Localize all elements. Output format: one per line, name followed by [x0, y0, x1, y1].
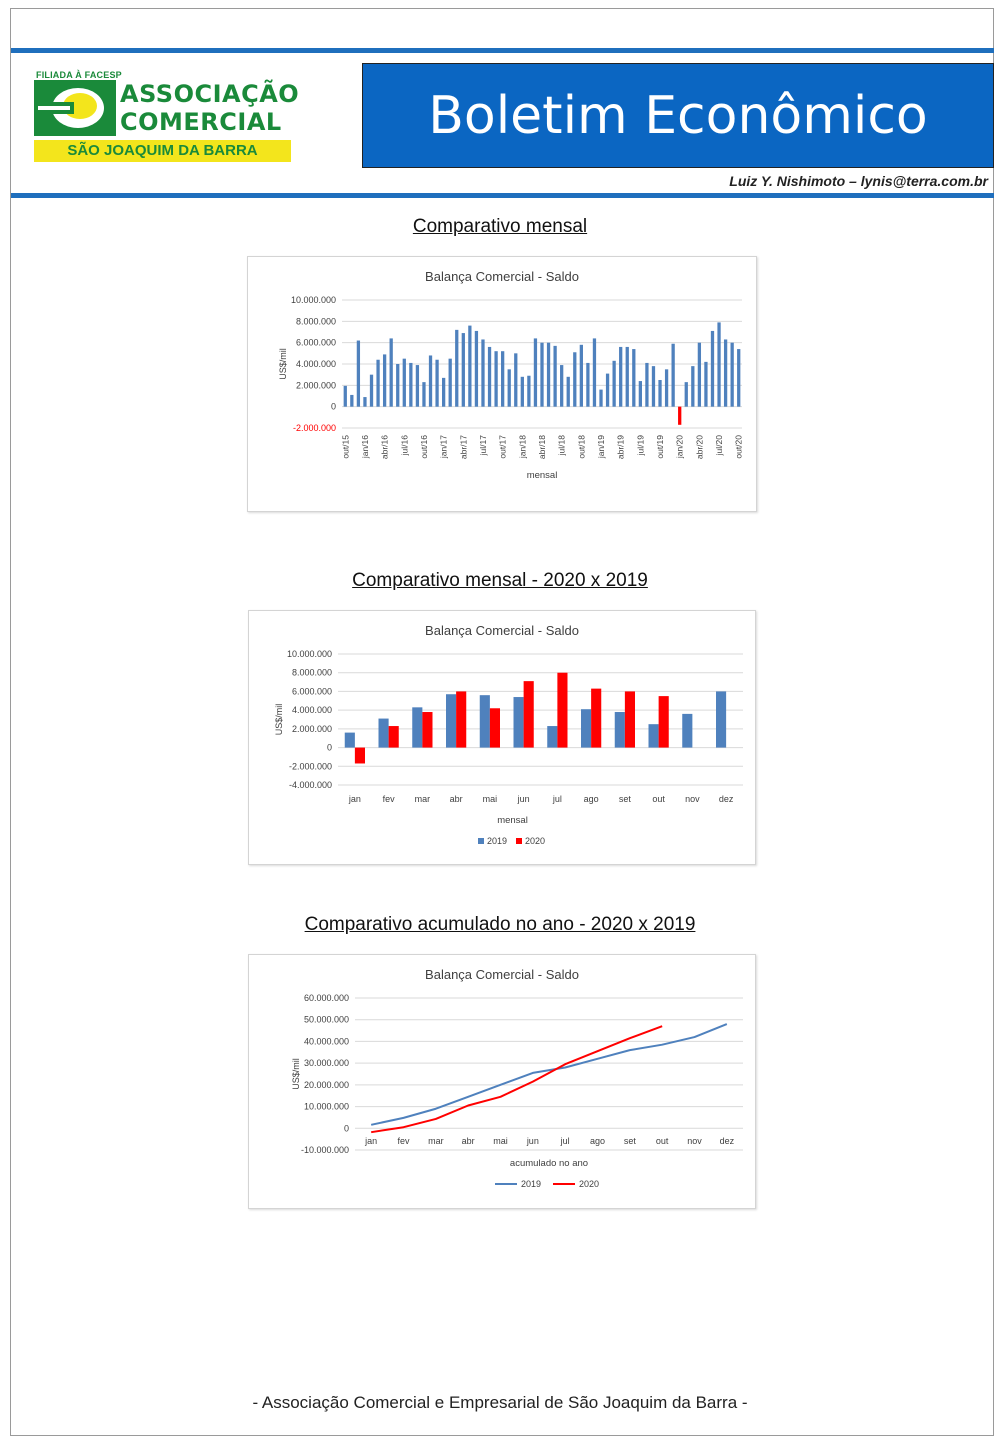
x-tick-label: jan [365, 1136, 378, 1146]
x-tick-label: jan [348, 794, 361, 804]
bar [632, 349, 635, 407]
y-tick-label: 50.000.000 [303, 1014, 349, 1025]
bar [462, 333, 465, 407]
bar [350, 395, 353, 407]
bar-2019 [682, 714, 692, 748]
bar [698, 343, 701, 407]
logo-line2: COMERCIAL [120, 108, 282, 136]
bar-2020 [625, 691, 635, 747]
bar [475, 331, 478, 407]
chart-monthly-compare [248, 610, 756, 865]
bar [724, 339, 727, 406]
x-tick-label: out [655, 1136, 669, 1146]
y-axis-label: US$/mil [278, 348, 288, 380]
y-tick-label: -4.000.000 [288, 780, 332, 790]
x-tick-label: mai [482, 794, 498, 804]
x-tick-label: out/17 [497, 435, 508, 459]
y-tick-label: 6.000.000 [291, 686, 332, 697]
chart-title: Balança Comercial - Saldo [425, 623, 579, 638]
y-tick-label: 8.000.000 [295, 316, 336, 327]
bar-2019 [581, 709, 591, 747]
x-tick-label: abr/18 [537, 435, 547, 460]
bar [737, 349, 740, 407]
bar [672, 344, 675, 407]
y-tick-label: 20.000.000 [303, 1079, 349, 1090]
bar [685, 382, 688, 407]
logo-city: SÃO JOAQUIM DA BARRA [34, 140, 291, 162]
legend-label: 2020 [525, 836, 546, 846]
bar [691, 366, 694, 407]
bar-2020 [389, 726, 399, 748]
x-tick-label: jan/20 [674, 435, 685, 459]
bar-2020 [659, 696, 669, 747]
x-tick-label: out/19 [655, 435, 666, 459]
x-tick-label: jan/18 [517, 435, 528, 459]
bar-2020 [557, 673, 567, 748]
header-rule-bottom [11, 193, 994, 198]
x-tick-label: mar [414, 794, 431, 804]
chart-monthly-svg [248, 257, 756, 511]
bar [403, 359, 406, 407]
section-title-monthly-compare: Comparativo mensal - 2020 x 2019 [352, 570, 648, 591]
legend-label: 2019 [487, 836, 508, 846]
x-axis-label: mensal [526, 470, 558, 481]
bar [639, 381, 642, 407]
y-tick-label: 6.000.000 [295, 337, 336, 348]
x-tick-label: out [652, 794, 665, 804]
bar [586, 363, 589, 407]
x-tick-label: jul/18 [556, 435, 567, 456]
x-tick-label: jul/19 [635, 435, 646, 456]
bar [449, 359, 452, 407]
y-tick-label: -2.000.000 [292, 423, 336, 433]
bar-2019 [547, 726, 557, 748]
bar [678, 407, 681, 425]
bar [652, 366, 655, 407]
series-line-2019 [371, 1024, 727, 1125]
x-tick-label: abr [449, 794, 463, 804]
x-tick-label: ago [589, 1136, 606, 1146]
bar [658, 380, 661, 407]
x-tick-label: jun [526, 1136, 539, 1146]
bar-2019 [514, 697, 524, 748]
legend-swatch-2020 [516, 838, 522, 844]
bar-2019 [379, 719, 389, 748]
y-tick-label: 2.000.000 [291, 723, 332, 734]
x-axis-label: acumulado no ano [509, 1158, 589, 1169]
bar-2019 [649, 724, 659, 747]
legend-label: 2019 [521, 1179, 542, 1189]
bar [540, 343, 543, 407]
chart-title: Balança Comercial - Saldo [425, 967, 579, 982]
bar-2019 [480, 695, 490, 747]
bar-2020 [524, 681, 534, 747]
footer: - Associação Comercial e Empresarial de São Joaquim da Barra - [252, 1393, 748, 1412]
bar [422, 382, 425, 407]
y-tick-label: 0 [326, 742, 332, 753]
bar [711, 331, 714, 407]
bar [390, 338, 393, 406]
bar [606, 374, 609, 407]
bar [481, 339, 484, 406]
bar-2019 [716, 691, 726, 747]
x-tick-label: fev [397, 1136, 410, 1146]
bar [416, 365, 419, 407]
x-tick-label: abr/16 [379, 435, 390, 460]
bar [508, 369, 511, 406]
bar-2019 [615, 712, 625, 748]
bar [521, 377, 524, 407]
x-tick-label: nov [687, 1136, 702, 1146]
x-tick-label: jun [517, 794, 530, 804]
bar [501, 351, 504, 406]
x-tick-label: fev [382, 794, 395, 804]
x-tick-label: mai [493, 1136, 508, 1146]
bar [560, 365, 563, 407]
bar [567, 377, 570, 407]
y-tick-label: 60.000.000 [303, 993, 349, 1003]
bar [357, 341, 360, 407]
bar [573, 352, 576, 406]
bar [383, 354, 386, 406]
bar [534, 338, 537, 406]
x-tick-label: dez [719, 1136, 735, 1146]
bar-2020 [490, 708, 500, 747]
chart-monthly [247, 256, 757, 512]
x-tick-label: jan/17 [438, 435, 449, 459]
bar [704, 362, 707, 407]
legend-label: 2020 [579, 1179, 600, 1189]
bar [665, 369, 668, 406]
bar [731, 343, 734, 407]
x-tick-label: jan/16 [359, 435, 370, 459]
x-tick-label: out/16 [418, 435, 429, 459]
bar [626, 347, 629, 407]
bar [593, 338, 596, 406]
bar [514, 353, 517, 406]
x-tick-label: jan/19 [596, 435, 607, 459]
author-credit: Luiz Y. Nishimoto – lynis@terra.com.br [729, 173, 988, 189]
x-tick-label: abr/19 [615, 435, 626, 460]
y-tick-label: 0 [343, 1123, 349, 1134]
x-tick-label: set [623, 1136, 636, 1146]
x-tick-label: out/15 [340, 435, 351, 459]
bar [363, 397, 366, 407]
x-axis-label: mensal [497, 815, 528, 826]
bar [599, 390, 602, 407]
bar-2020 [422, 712, 432, 748]
bar-2020 [355, 748, 365, 764]
logo-line1: ASSOCIAÇÃO [120, 80, 300, 108]
chart-title: Balança Comercial - Saldo [425, 269, 579, 284]
bar [527, 376, 530, 407]
section-title-monthly: Comparativo mensal [412, 216, 588, 237]
logo-filiada-text: FILIADA À FACESP [36, 70, 122, 80]
bar [619, 347, 622, 407]
page-title: Boletim Econômico [362, 63, 994, 168]
y-tick-label: 10.000.000 [286, 649, 332, 659]
x-tick-label: abr/17 [458, 435, 469, 460]
logo-emblem-icon [34, 80, 116, 136]
x-tick-label: set [618, 794, 631, 804]
y-tick-label: -10.000.000 [300, 1145, 349, 1155]
y-tick-label: 8.000.000 [291, 667, 332, 678]
y-axis-label: US$/mil [291, 1058, 301, 1090]
bar-2019 [345, 733, 355, 748]
x-tick-label: out/18 [576, 435, 587, 459]
y-tick-label: -2.000.000 [288, 761, 332, 772]
y-tick-label: 40.000.000 [303, 1036, 349, 1047]
section-title-accumulated: Comparativo acumulado no ano - 2020 x 2019 [304, 914, 696, 935]
bar [488, 347, 491, 407]
bar [429, 355, 432, 406]
x-tick-label: abr/20 [694, 435, 705, 460]
legend-swatch-2019 [478, 838, 484, 844]
y-tick-label: 0 [330, 401, 336, 412]
x-tick-label: jul [560, 1136, 570, 1146]
bar [370, 375, 373, 407]
x-tick-label: jul/17 [477, 435, 488, 456]
bar [396, 364, 399, 407]
y-tick-label: 10.000.000 [303, 1101, 349, 1112]
chart-accumulated [248, 954, 756, 1209]
x-tick-label: out/20 [733, 435, 744, 459]
bar [442, 378, 445, 407]
bar [494, 351, 497, 406]
y-tick-label: 30.000.000 [303, 1058, 349, 1069]
y-tick-label: 4.000.000 [295, 359, 336, 369]
bar-2020 [591, 689, 601, 748]
bar-2020 [456, 691, 466, 747]
x-tick-label: ago [583, 794, 599, 804]
y-tick-label: 10.000.000 [290, 295, 336, 305]
bar [468, 326, 471, 407]
bar [455, 330, 458, 407]
header-rule-top [11, 48, 994, 53]
bar [409, 363, 412, 407]
x-tick-label: nov [685, 794, 700, 804]
bar [376, 360, 379, 407]
x-tick-label: abr [461, 1136, 475, 1146]
x-tick-label: jul [552, 794, 562, 804]
bar [612, 361, 615, 407]
bar-2019 [412, 707, 422, 747]
bar [580, 345, 583, 407]
y-tick-label: 4.000.000 [291, 705, 332, 716]
bar [547, 343, 550, 407]
bar-2019 [446, 694, 456, 747]
bar [344, 386, 347, 407]
x-tick-label: jul/20 [714, 435, 725, 456]
bar [717, 322, 720, 406]
bar [645, 363, 648, 407]
bar [553, 346, 556, 407]
x-tick-label: dez [718, 794, 734, 804]
x-tick-label: mar [428, 1136, 444, 1146]
y-axis-label: US$/mil [274, 703, 284, 736]
x-tick-label: jul/16 [399, 435, 410, 456]
chart-accumulated-svg [249, 955, 755, 1208]
bar [435, 360, 438, 407]
chart-monthly-compare-svg [249, 611, 755, 864]
y-tick-label: 2.000.000 [295, 380, 336, 391]
